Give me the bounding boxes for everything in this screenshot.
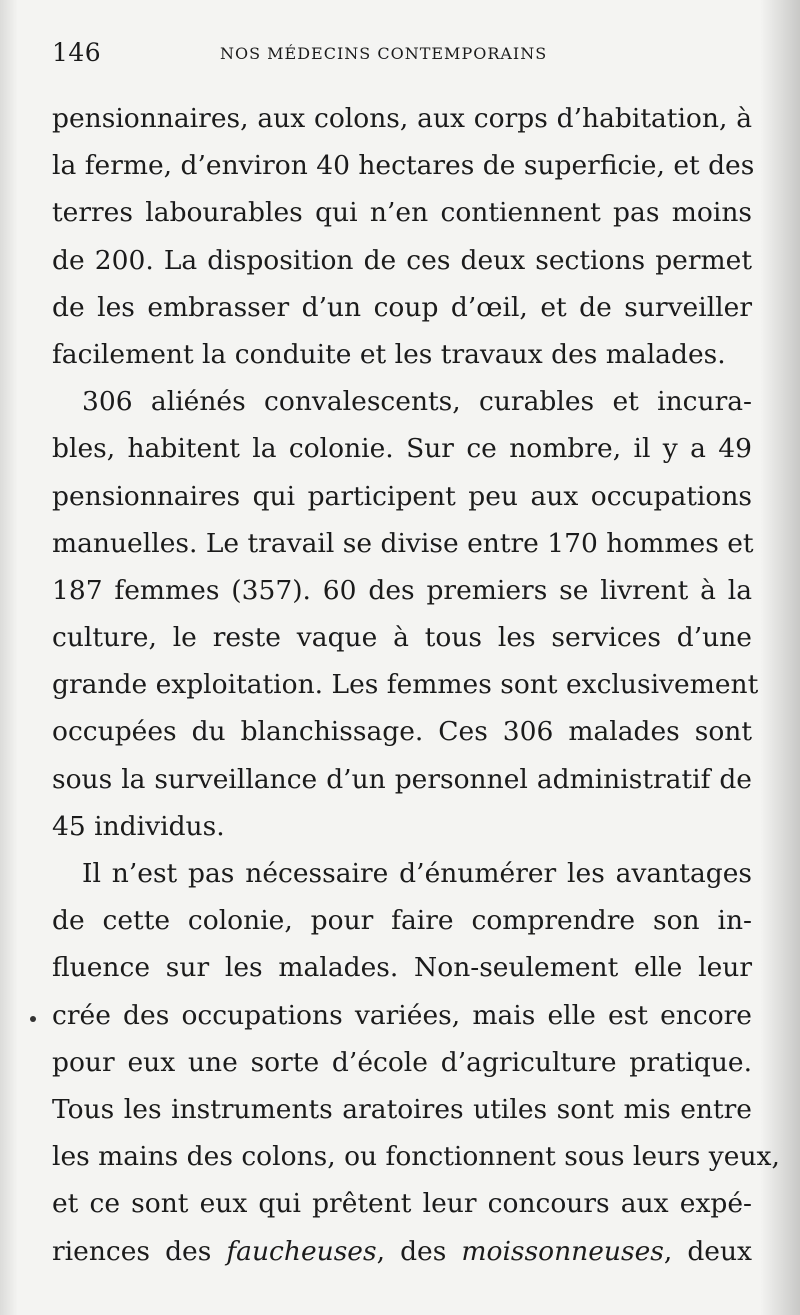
text-line: manuelles. Le travail se divise entre 170 hommes et <box>52 527 754 559</box>
text-line: culture, le reste vaque à tous les services d’une <box>52 622 752 654</box>
text-line: terres labourables qui n’en contiennent pas moins <box>52 197 752 229</box>
text-line: de les embrasser d’un coup d’œil, et de surveiller <box>52 291 752 323</box>
text-line: sous la surveillance d’un personnel administratif de <box>52 763 752 795</box>
text-fragment: , deux <box>663 1235 752 1267</box>
text-line: crée des occupations variées, mais elle est encore <box>52 999 752 1031</box>
text-line: de 200. La disposition de ces deux sections permet <box>52 244 752 276</box>
text-fragment: riences des <box>52 1235 227 1267</box>
text-line: la ferme, d’environ 40 hectares de superficie, et des <box>52 150 755 182</box>
text-line: Tous les instruments aratoires utiles sont mis entre <box>52 1093 752 1125</box>
text-line: et ce sont eux qui prêtent leur concours aux expé- <box>52 1188 752 1220</box>
text-line: occupées du blanchissage. Ces 306 malades sont <box>52 716 752 748</box>
text-line: de cette colonie, pour faire comprendre son in- <box>52 905 752 937</box>
text-line: pour eux une sorte d’école d’agriculture pratique. <box>52 1046 752 1078</box>
text-line: pensionnaires, aux colons, aux corps d’habitation, à <box>52 103 752 134</box>
text-line: bles, habitent la colonie. Sur ce nombre, il y a 49 <box>52 433 752 465</box>
text-line: pensionnaires qui participent peu aux occupations <box>52 480 752 512</box>
text-line: grande exploitation. Les femmes sont exclusivement <box>52 669 759 701</box>
text-line: fluence sur les malades. Non-seulement elle leur <box>52 952 752 984</box>
paragraph-start-line: 306 aliénés convalescents, curables et incura- <box>82 386 752 418</box>
page-header <box>52 38 752 68</box>
text-line: les mains des colons, ou fonctionnent sous leurs yeux, <box>52 1141 780 1173</box>
text-fragment: , des <box>376 1235 462 1267</box>
text-line <box>52 1228 752 1275</box>
running-title: NOS MÉDECINS CONTEMPORAINS <box>220 44 548 63</box>
body-text <box>52 95 780 1275</box>
text-line: 187 femmes (357). 60 des premiers se livrent à la <box>52 574 752 606</box>
text-line: 45 individus. <box>52 810 225 842</box>
text-line: facilement la conduite et les travaux des malades. <box>52 338 726 370</box>
page-number: 146 <box>52 38 102 67</box>
italic-term: moissonneuses <box>461 1235 664 1267</box>
italic-term: faucheuses <box>226 1235 377 1267</box>
ink-speck <box>30 1016 36 1022</box>
paragraph-start-line: Il n’est pas nécessaire d’énumérer les avantages <box>82 858 752 889</box>
